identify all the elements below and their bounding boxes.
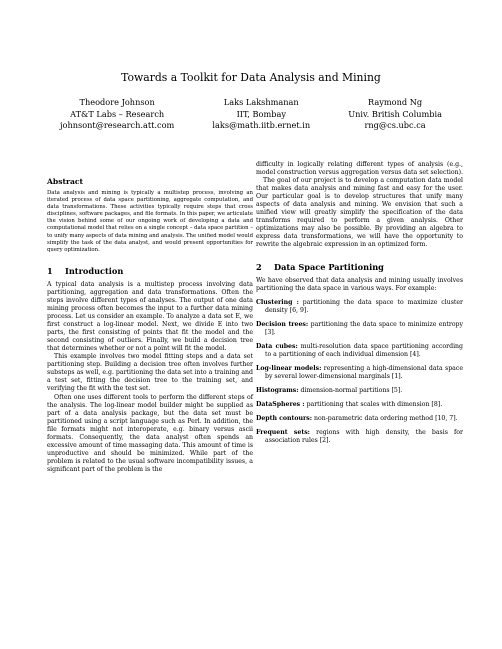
author-name: Theodore Johnson: [79, 97, 155, 107]
author-3: [348, 97, 442, 132]
list-item: Data cubes: multi-resolution data space partitioning according to a partitioning of each individual dimension [4].: [256, 342, 463, 358]
section-heading-data-space-partitioning: [256, 262, 463, 272]
author-affiliation: Univ. British Columbia: [348, 108, 442, 119]
abstract-heading: Abstract: [47, 177, 84, 186]
list-item: Decision trees: partitioning the data space to minimize entropy [3].: [256, 320, 464, 336]
abstract-text: Data analysis and mining is typically a multistep process, involving an iterated process of data space partitioning, aggregate computation, and data transformations. These activities typically require steps that cross disciplines, software packages, and file formats. In this paper, we articulate the vision behind some of our ongoing work of developing a data and computational model that relies on a single concept – data space partition – to unify many aspects of data mining and analysis. The unified model would simplify the task of the data analyst, and would present opportunities for query optimization.: [47, 190, 253, 253]
section-title: Introduction: [65, 265, 124, 276]
intro-paragraph-3: Often one uses different tools to perform the different steps of the analysis. The log-linear model builder might be supplied as part of a data analysis package, but the data set must be partitioned using a script language such as Perl. In addition, the file formats might not interoperate, e.g. binary versus ascii formats. Consequently, the data analyst often spends an excessive amount of time massaging data. This amount of time is unproductive and should be minimized. While part of the problem is related to the usual software incompatibility issues, a significant part of the problem is the: [47, 393, 253, 473]
body-paragraph-continued: difficulty in logically relating different types of analysis (e.g., model construction versus aggregation versus data set selection).: [256, 161, 463, 177]
author-affiliation: AT&T Labs – Research: [70, 108, 165, 119]
section-title: Data Space Partitioning: [274, 261, 384, 272]
author-block: [60, 97, 442, 132]
author-name: Raymond Ng: [368, 97, 423, 107]
list-item: DataSpheres : partitioning that scales with dimension [8].: [256, 401, 443, 409]
paper-title: Towards a Toolkit for Data Analysis and Mining: [121, 71, 381, 84]
section2-intro: We have observed that data analysis and mining usually involves partitioning the data space in various ways. For example:: [256, 276, 463, 292]
list-item: Histograms: dimension-normal partitions [5].: [256, 386, 403, 394]
list-item: Clustering : partitioning the data space to maximize cluster density [6, 9].: [256, 298, 463, 314]
list-item: Depth contours: non-parametric data ordering method [10, 7].: [256, 415, 458, 423]
right-column: [256, 161, 463, 451]
author-affiliation: IIT, Bombay: [236, 108, 286, 119]
author-2: [212, 97, 310, 132]
author-email: johnsont@research.att.com: [60, 120, 175, 130]
left-column: [47, 177, 253, 474]
author-1: [60, 97, 174, 132]
list-item: Log-linear models: representing a high-dimensional data space by several lower-dimensional marginals [1].: [256, 364, 463, 380]
partition-list: [256, 299, 463, 446]
author-email: rng@cs.ubc.ca: [364, 120, 426, 130]
intro-paragraph-2: This example involves two model fitting steps and a data set partitioning step. Building a decision tree often involves further substeps as well, e.g. partitioning the data set into a training and a test set, fitting the decision tree to the training set, and verifying the fit with the test set.: [47, 353, 253, 393]
section-number: 2: [256, 261, 262, 272]
author-name: Laks Lakshmanan: [223, 97, 299, 107]
author-email: laks@math.iitb.ernet.in: [212, 120, 311, 130]
body-paragraph-goal: The goal of our project is to develop a computation data model that makes data analysis and mining fast and easy for the user. Our particular goal is to develop structures that unify many aspects of data analysis and mining. We envision that such a unified view will greatly simplify the specification of the data transforms required to perform a given analysis. Other optimizations may also be possible. By providing an algebra to express data transformations, we will have the opportunity to rewrite the algebraic expression in an optimized form.: [256, 177, 463, 249]
list-item: Frequent sets: regions with high density, the basis for association rules [2].: [256, 429, 463, 445]
section-heading-introduction: [47, 266, 253, 276]
section-number: 1: [47, 265, 53, 276]
intro-paragraph-1: A typical data analysis is a multistep process involving data partitioning, aggregation and data transformations. Often the steps involve different types of analyses. The output of one data mining process often becomes the input to a further data mining process. Let us consider an example. To analyze a data set E, we first construct a log-linear model. Next, we divide E into two parts, the first consisting of points that fit the model and the second consisting of outliers. Finally, we build a decision tree that determines whether or not a point will fit the model.: [47, 280, 253, 353]
